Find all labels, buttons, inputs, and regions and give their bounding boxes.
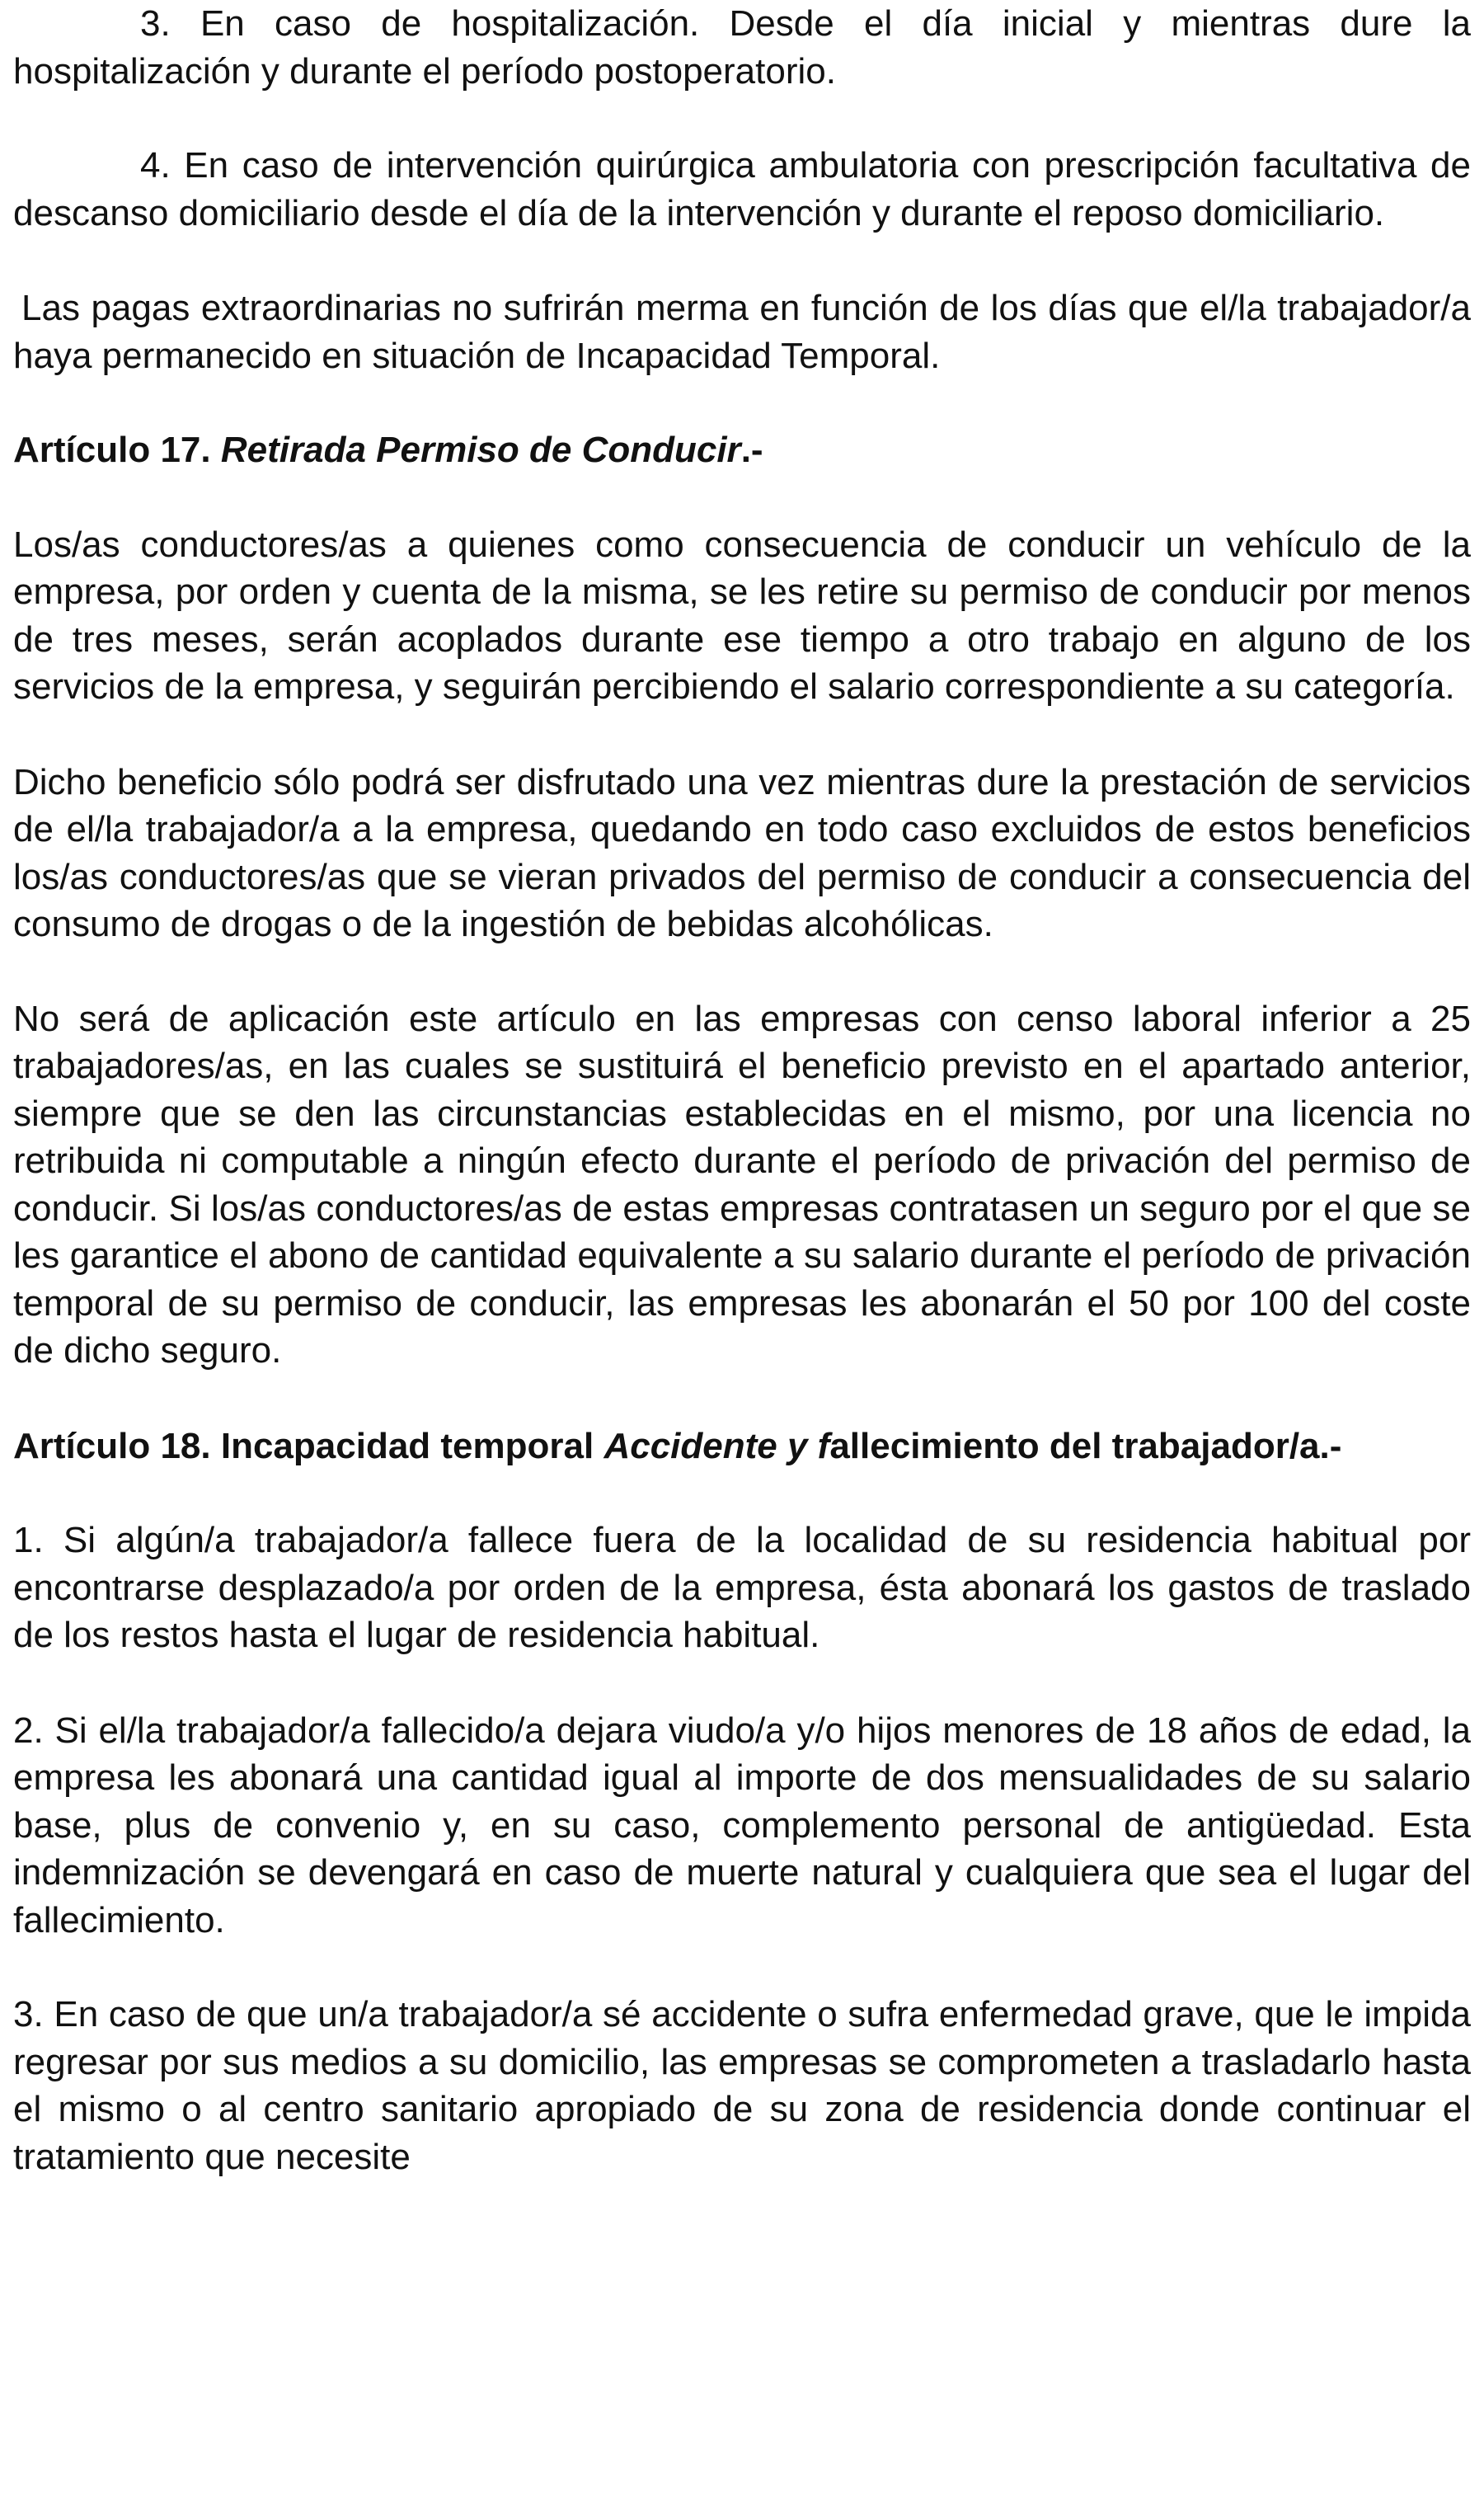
document-page <box>13 0 1471 2180</box>
article-17-title: Retirada Permiso de Conducir <box>220 430 741 470</box>
article-17-paragraph-1: Los/as conductores/as a quienes como consecuencia de conducir un vehículo de la empresa, por orden y cuenta de la misma, se les retire su permiso de conducir por menos de tres meses, serán acoplados durante ese tiempo a otro trabajo en alguno de los servicios de la empresa, y seguirán percibiendo el salario correspondiente a su categoría. <box>13 524 1471 707</box>
article-17-heading <box>13 426 1471 474</box>
article-18-paragraph-1: 1. Si algún/a trabajador/a fallece fuera de la localidad de su residencia habitual por encontrarse desplazado/a por orden de la empresa, ésta abonará los gastos de traslado de los restos hasta el lugar de residencia habitual. <box>13 1520 1471 1655</box>
article-18-title-plain: Incapacidad temporal <box>220 1425 594 1466</box>
paragraph-ambulatory-surgery: 4. En caso de intervención quirúrgica ambulatoria con prescripción facultativa de descanso domiciliario desde el día de la intervención y durante el reposo domiciliario. <box>13 145 1471 233</box>
article-17-suffix: .- <box>740 430 763 470</box>
article-18-number: Artículo 18. <box>13 1425 211 1466</box>
article-18-heading <box>13 1423 1471 1470</box>
paragraph-extra-pay: Las pagas extraordinarias no sufrirán merma en función de los días que el/la trabajador/a haya permanecido en situación de Incapacidad Temporal. <box>13 288 1471 376</box>
article-18-paragraph-3: 3. En caso de que un/a trabajador/a sé accidente o sufra enfermedad grave, que le impida regresar por sus medios a su domicilio, las empresas se comprometen a trasladarlo hasta el mismo o al centro sanitario apropiado de su zona de residencia donde continuar el tratamiento que necesite <box>13 1994 1471 2177</box>
article-17-paragraph-3: No será de aplicación este artículo en las empresas con censo laboral inferior a 25 trabajadores/as, en las cuales se sustituirá el beneficio previsto en el apartado anterior, siempre que se den las circunstancias establecidas en el mismo, por una licencia no retribuida ni computable a ningún efecto durante el período de privación del permiso de conducir. Si los/as conductores/as de estas empresas contratasen un seguro por el que se les garantice el abono de cantidad equivalente a su salario durante el período de privación temporal de su permiso de conducir, las empresas les abonarán el 50 por 100 del coste de dicho seguro. <box>13 998 1471 1371</box>
paragraph-hospitalization: 3. En caso de hospitalización. Desde el día inicial y mientras dure la hospitalización y durante el período postoperatorio. <box>13 3 1471 92</box>
article-18-title-rest: allecimiento del trabajador/a <box>829 1425 1320 1466</box>
article-17-paragraph-2: Dicho beneficio sólo podrá ser disfrutado una vez mientras dure la prestación de servicios de el/la trabajador/a a la empresa, quedando en todo caso excluidos de estos beneficios los/as conductores/as que se vieran privados del permiso de conducir a consecuencia del consumo de drogas o de la ingestión de bebidas alcohólicas. <box>13 761 1471 944</box>
article-18-suffix: .- <box>1319 1425 1342 1466</box>
article-18-paragraph-2: 2. Si el/la trabajador/a fallecido/a dejara viudo/a y/o hijos menores de 18 años de edad, la empresa les abonará una cantidad igual al importe de dos mensualidades de su salario base, plus de convenio y, en su caso, complemento personal de antigüedad. Esta indemnización se devengará en caso de muerte natural y cualquiera que sea el lugar del fallecimiento. <box>13 1710 1471 1940</box>
article-18-title-italic: Accidente y f <box>603 1425 830 1466</box>
article-17-number: Artículo 17. <box>13 430 211 470</box>
